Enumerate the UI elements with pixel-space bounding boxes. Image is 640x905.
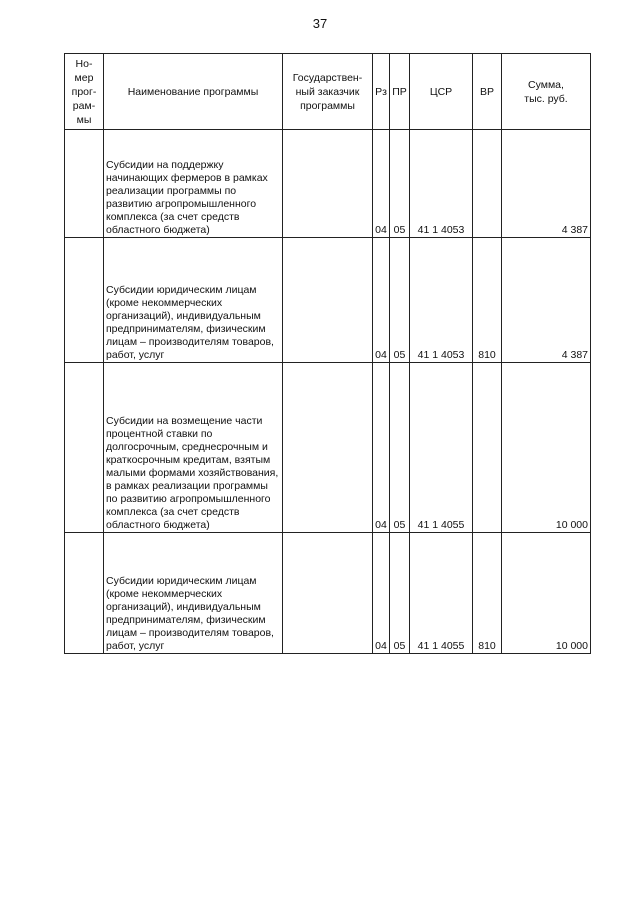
cell-program-number [65,533,104,654]
cell-program-name: Субсидии на поддержку начинающих фермеров в рамках реализации программы по развитию агропромышленного комплекса (за счет средств областного бюджета) [104,130,283,238]
cell-state-customer [283,363,373,533]
cell-state-customer [283,533,373,654]
table-row [65,533,591,654]
cell-sum: 10 000 [502,363,591,533]
header-state-customer: Государствен- ный заказчик программы [283,54,373,130]
header-vr: ВР [473,54,502,130]
cell-rz: 04 [373,533,390,654]
table-row [65,363,591,533]
header-program-number: Но- мер прог- рам- мы [65,54,104,130]
cell-rz: 04 [373,130,390,238]
cell-sum: 4 387 [502,238,591,363]
cell-sum: 4 387 [502,130,591,238]
cell-sum: 10 000 [502,533,591,654]
cell-vr: 810 [473,238,502,363]
cell-vr [473,363,502,533]
cell-program-name: Субсидии юридическим лицам (кроме некоммерческих организаций), индивидуальным предпринимателям, физическим лицам – производителям товаров, работ, услуг [104,533,283,654]
cell-pr: 05 [390,130,410,238]
header-sum: Сумма, тыс. руб. [502,54,591,130]
header-csr: ЦСР [410,54,473,130]
cell-program-name: Субсидии на возмещение части процентной ставки по долгосрочным, среднесрочным и краткосрочным кредитам, взятым малыми формами хозяйствования, в рамках реализации программы по развитию агропромышленного комплекса (за счет средств областного бюджета) [104,363,283,533]
cell-state-customer [283,238,373,363]
page-number: 37 [312,16,328,31]
cell-rz: 04 [373,363,390,533]
cell-csr: 41 1 4055 [410,533,473,654]
cell-program-number [65,130,104,238]
cell-program-number [65,238,104,363]
cell-pr: 05 [390,533,410,654]
cell-vr: 810 [473,533,502,654]
cell-csr: 41 1 4053 [410,130,473,238]
cell-vr [473,130,502,238]
cell-state-customer [283,130,373,238]
header-program-name: Наименование программы [104,54,283,130]
table-header-row [65,54,591,130]
header-pr: ПР [390,54,410,130]
cell-pr: 05 [390,238,410,363]
table-row [65,238,591,363]
cell-program-name: Субсидии юридическим лицам (кроме некоммерческих организаций), индивидуальным предпринимателям, физическим лицам – производителям товаров, работ, услуг [104,238,283,363]
table-row [65,130,591,238]
header-rz: Рз [373,54,390,130]
cell-program-number [65,363,104,533]
cell-csr: 41 1 4053 [410,238,473,363]
cell-rz: 04 [373,238,390,363]
cell-pr: 05 [390,363,410,533]
cell-csr: 41 1 4055 [410,363,473,533]
budget-table [64,53,591,654]
